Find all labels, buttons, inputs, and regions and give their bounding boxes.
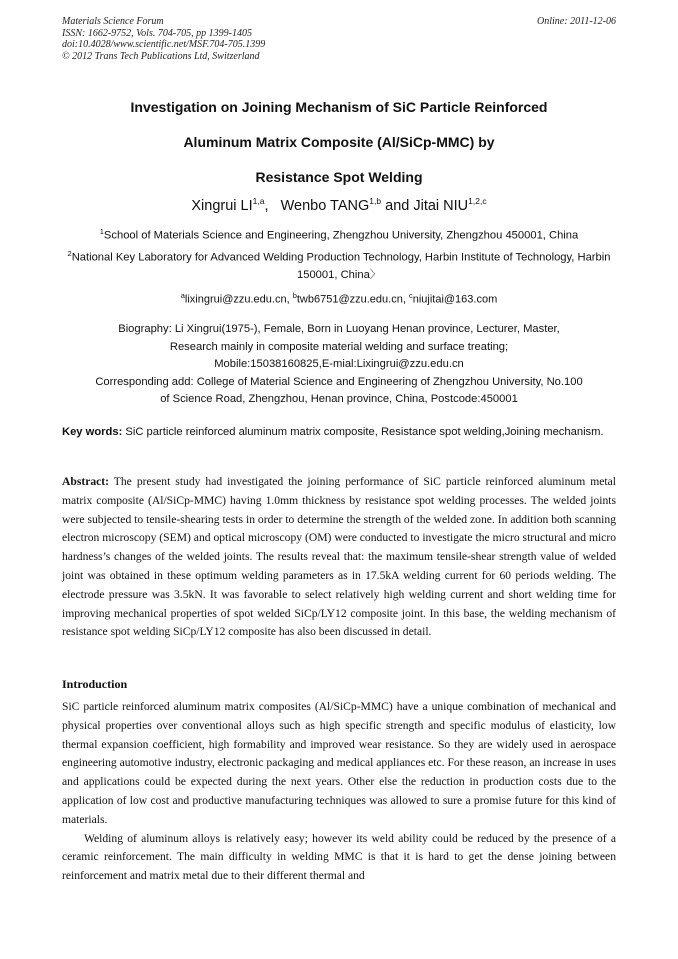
doi: doi:10.4028/www.scientific.net/MSF.704-705.1399 <box>62 39 266 50</box>
author-3: Jitai NIU <box>413 197 469 214</box>
author-1: Xingrui LI <box>191 197 253 214</box>
corresponding-line-2: of Science Road, Zhengzhou, Henan province, China, Postcode:450001 <box>160 393 518 405</box>
email-a: lixingrui@zzu.edu.cn, <box>184 293 290 306</box>
author-1-sup: 1,a <box>252 196 265 206</box>
author-2-sup: 1,b <box>369 196 382 206</box>
intro-paragraph-1: SiC particle reinforced aluminum matrix composites (Al/SiCp-MMC) have a unique combination of mechanical and physical properties over conventional alloys such as high specific strength and specific modulus of elasticity, low thermal expansion coefficient, high formability and improved wear resistance. So they are widely used in aerospace engineering automotive industry, electronic packaging and medical appliances etc. For these reason, an increase in uses and applications could be expected during the next years. Other else the reduction in production costs due to the application of low cost and productive manufacturing techniques was allowed to sure a promise future for this kind of materials. <box>62 700 616 826</box>
paper-title <box>62 90 616 195</box>
biography-block <box>62 321 616 409</box>
issn: ISSN: 1662-9752, Vols. 704-705, pp 1399-1405 <box>62 27 252 39</box>
introduction-body <box>62 698 616 886</box>
corresponding-line-1: Corresponding add: College of Material Science and Engineering of Zhengzhou University, No.100 <box>95 375 583 388</box>
bio-line-3: Mobile:15038160825,E-mial:Lixingrui@zzu.edu.cn <box>214 358 464 370</box>
author-2: Wenbo TANG <box>280 197 370 214</box>
journal-header <box>62 16 265 62</box>
title-line-1: Investigation on Joining Mechanism of SiC Particle Reinforced <box>130 99 548 115</box>
introduction-heading: Introduction <box>62 677 128 691</box>
abstract-text: The present study had investigated the joining performance of SiC particle reinforced aluminum metal matrix composite (Al/SiCp-MMC) having 1.0mm thickness by resistance spot welding processes. The welded joints were subjected to tensile-shearing tests in order to determine the strength of the welded zone. In addition both scanning electron microscopy (SEM) and optical microscopy (OM) were conducted to investigate the micro structural and micro hardness’s changes of the welded joints. The results reveal that: the maximum tensile-shear strength value of welded joint was obtained in these optimum welding parameters as in 17.5kA welding current for 60 periods welding. The electrode pressure was 3.5kN. It was favorable to select relatively high welding current and short welding time for improving mechanical properties of spot welded SiCp/LY12 composite joint. In this base, the welding mechanism of resistance spot welding SiCp/LY12 composite has also been discussed in detail. <box>62 475 616 639</box>
email-c-sup: c <box>408 291 413 300</box>
keywords-label: Key words: <box>62 426 123 438</box>
title-line-2: Aluminum Matrix Composite (Al/SiCp-MMC) by <box>183 134 495 150</box>
abstract-label: Abstract: <box>62 475 110 488</box>
keywords-text: SiC particle reinforced aluminum matrix composite, Resistance spot welding,Joining mechanism. <box>122 426 604 438</box>
title-line-3: Resistance Spot Welding <box>255 169 423 185</box>
author-list: Xingrui LI$^{1,a}$, Wenbo TANG$^{1,b}$ and Jitai NIU$^{1,2,c}$ <box>191 196 487 214</box>
email-a-sup: a <box>180 291 185 300</box>
affiliations <box>62 223 616 284</box>
author-and: and <box>385 197 410 214</box>
affiliation-1-text: School of Materials Science and Engineering, Zhengzhou University, Zhengzhou 450001, China <box>103 229 579 242</box>
abstract-block <box>62 473 616 642</box>
affiliation-2-sup: 2 <box>67 248 72 258</box>
online-date: Online: 2011-12-06 <box>537 16 616 27</box>
copyright: © 2012 Trans Tech Publications Ltd, Switzerland <box>62 50 260 62</box>
affiliation-1 <box>62 223 616 245</box>
affiliation-2 <box>62 245 616 285</box>
keywords-block <box>62 423 616 441</box>
journal-name: Materials Science Forum <box>62 16 164 27</box>
affiliation-1-sup: 1 <box>99 227 104 236</box>
bio-line-1: Biography: Li Xingrui(1975-), Female, Born in Luoyang Henan province, Lecturer, Master, <box>118 323 560 335</box>
affiliation-2-text: National Key Laboratory for Advanced Welding Production Technology, Harbin Institute of Technology, Harbin 150001, China〉 <box>71 251 611 282</box>
email-c: niujitai@163.com <box>412 293 498 306</box>
email-list <box>62 291 616 306</box>
email-b-sup: b <box>292 291 297 300</box>
email-b: twb6751@zzu.edu.cn, <box>296 293 406 306</box>
author-3-sup: 1,2,c <box>468 196 487 206</box>
bio-line-2: Research mainly in composite material welding and surface treating; <box>169 340 509 353</box>
intro-paragraph-2: Welding of aluminum alloys is relatively easy; however its weld ability could be reduced by the presence of a ceramic reinforcement. The main difficulty in welding MMC is that it is hard to get the dense joining between reinforcement and matrix metal due to their different thermal and <box>62 831 616 883</box>
